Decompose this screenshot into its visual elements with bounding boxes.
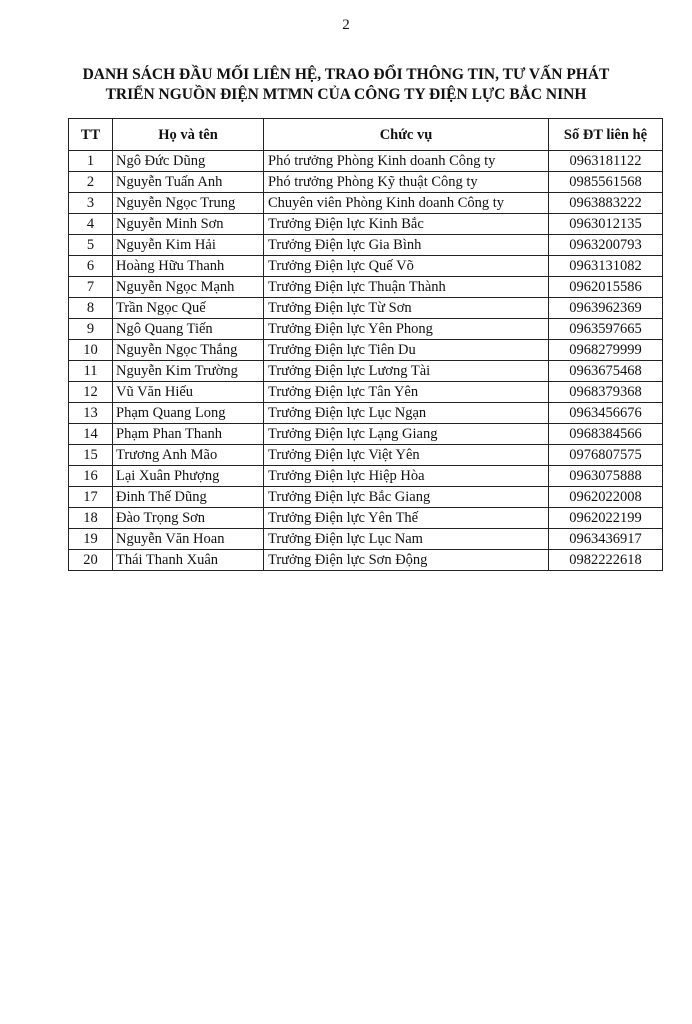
table-row [69, 445, 663, 466]
table-row [69, 403, 663, 424]
contact-position: Trưởng Điện lực Lục Ngạn [264, 403, 549, 424]
contact-position: Trưởng Điện lực Thuận Thành [264, 277, 549, 298]
contact-position: Trưởng Điện lực Quế Võ [264, 256, 549, 277]
contact-phone: 0962015586 [549, 277, 663, 298]
table-row [69, 340, 663, 361]
table-row [69, 193, 663, 214]
contact-position: Phó trưởng Phòng Kỹ thuật Công ty [264, 172, 549, 193]
contact-phone: 0963436917 [549, 529, 663, 550]
header-position: Chức vụ [264, 119, 549, 151]
table-row [69, 382, 663, 403]
table-header-row [69, 119, 663, 151]
table-row [69, 172, 663, 193]
table-row [69, 424, 663, 445]
contact-position: Trưởng Điện lực Gia Bình [264, 235, 549, 256]
contact-name: Trần Ngọc Quế [113, 298, 264, 319]
table-row [69, 529, 663, 550]
row-number: 7 [69, 277, 113, 298]
table-row [69, 550, 663, 571]
table-row [69, 508, 663, 529]
row-number: 16 [69, 466, 113, 487]
contact-name: Đinh Thế Dũng [113, 487, 264, 508]
row-number: 1 [69, 151, 113, 172]
contact-phone: 0962022008 [549, 487, 663, 508]
contact-name: Trương Anh Mão [113, 445, 264, 466]
contact-position: Trưởng Điện lực Lạng Giang [264, 424, 549, 445]
table-row [69, 235, 663, 256]
contact-name: Lại Xuân Phượng [113, 466, 264, 487]
contact-position: Trưởng Điện lực Kinh Bắc [264, 214, 549, 235]
contact-phone: 0968379368 [549, 382, 663, 403]
contact-phone: 0982222618 [549, 550, 663, 571]
contact-position: Phó trưởng Phòng Kinh doanh Công ty [264, 151, 549, 172]
contact-phone: 0985561568 [549, 172, 663, 193]
contact-phone: 0963075888 [549, 466, 663, 487]
table-row [69, 214, 663, 235]
contacts-table [68, 118, 663, 571]
contact-name: Nguyễn Tuấn Anh [113, 172, 264, 193]
document-title-line-2: TRIỂN NGUỒN ĐIỆN MTMN CỦA CÔNG TY ĐIỆN LỰC BẮC NINH [105, 86, 587, 103]
contact-position: Trưởng Điện lực Lương Tài [264, 361, 549, 382]
contact-phone: 0968279999 [549, 340, 663, 361]
table-row [69, 256, 663, 277]
contact-position: Chuyên viên Phòng Kinh doanh Công ty [264, 193, 549, 214]
row-number: 4 [69, 214, 113, 235]
contact-position: Trưởng Điện lực Tân Yên [264, 382, 549, 403]
row-number: 6 [69, 256, 113, 277]
row-number: 20 [69, 550, 113, 571]
header-phone: Số ĐT liên hệ [549, 119, 663, 151]
contact-phone: 0963181122 [549, 151, 663, 172]
table-body [69, 151, 663, 571]
row-number: 3 [69, 193, 113, 214]
contact-name: Nguyễn Ngọc Mạnh [113, 277, 264, 298]
row-number: 13 [69, 403, 113, 424]
row-number: 17 [69, 487, 113, 508]
table-row [69, 466, 663, 487]
contact-phone: 0963456676 [549, 403, 663, 424]
table-row [69, 277, 663, 298]
contact-position: Trưởng Điện lực Yên Thế [264, 508, 549, 529]
contact-position: Trưởng Điện lực Bắc Giang [264, 487, 549, 508]
contact-name: Nguyễn Văn Hoan [113, 529, 264, 550]
page-number: 2 [342, 17, 350, 33]
row-number: 15 [69, 445, 113, 466]
contact-name: Đào Trọng Sơn [113, 508, 264, 529]
contact-name: Nguyễn Ngọc Thắng [113, 340, 264, 361]
table-row [69, 151, 663, 172]
contact-name: Ngô Đức Dũng [113, 151, 264, 172]
table-row [69, 298, 663, 319]
row-number: 19 [69, 529, 113, 550]
contact-phone: 0963883222 [549, 193, 663, 214]
row-number: 8 [69, 298, 113, 319]
contact-name: Nguyễn Kim Hải [113, 235, 264, 256]
contact-name: Hoàng Hữu Thanh [113, 256, 264, 277]
contact-phone: 0963962369 [549, 298, 663, 319]
row-number: 14 [69, 424, 113, 445]
contact-phone: 0963131082 [549, 256, 663, 277]
contact-phone: 0968384566 [549, 424, 663, 445]
contact-position: Trưởng Điện lực Việt Yên [264, 445, 549, 466]
contact-phone: 0963675468 [549, 361, 663, 382]
contact-name: Vũ Văn Hiếu [113, 382, 264, 403]
row-number: 2 [69, 172, 113, 193]
table-row [69, 361, 663, 382]
row-number: 12 [69, 382, 113, 403]
row-number: 10 [69, 340, 113, 361]
contact-position: Trưởng Điện lực Sơn Động [264, 550, 549, 571]
row-number: 18 [69, 508, 113, 529]
contact-phone: 0963597665 [549, 319, 663, 340]
contact-name: Ngô Quang Tiến [113, 319, 264, 340]
contact-position: Trưởng Điện lực Hiệp Hòa [264, 466, 549, 487]
contact-name: Phạm Quang Long [113, 403, 264, 424]
contact-phone: 0963200793 [549, 235, 663, 256]
contact-position: Trưởng Điện lực Từ Sơn [264, 298, 549, 319]
contact-position: Trưởng Điện lực Lục Nam [264, 529, 549, 550]
row-number: 5 [69, 235, 113, 256]
document-title-line-1: DANH SÁCH ĐẦU MỐI LIÊN HỆ, TRAO ĐỔI THÔNG TIN, TƯ VẤN PHÁT [82, 66, 610, 83]
contact-position: Trưởng Điện lực Tiên Du [264, 340, 549, 361]
contact-phone: 0976807575 [549, 445, 663, 466]
row-number: 9 [69, 319, 113, 340]
contact-name: Nguyễn Minh Sơn [113, 214, 264, 235]
table-row [69, 319, 663, 340]
row-number: 11 [69, 361, 113, 382]
header-full-name: Họ và tên [113, 119, 264, 151]
contact-name: Phạm Phan Thanh [113, 424, 264, 445]
contact-phone: 0962022199 [549, 508, 663, 529]
contact-name: Nguyễn Kim Trường [113, 361, 264, 382]
table-row [69, 487, 663, 508]
contact-phone: 0963012135 [549, 214, 663, 235]
document-title [40, 65, 652, 105]
contact-name: Nguyễn Ngọc Trung [113, 193, 264, 214]
contact-position: Trưởng Điện lực Yên Phong [264, 319, 549, 340]
contact-name: Thái Thanh Xuân [113, 550, 264, 571]
header-tt: TT [69, 119, 113, 151]
